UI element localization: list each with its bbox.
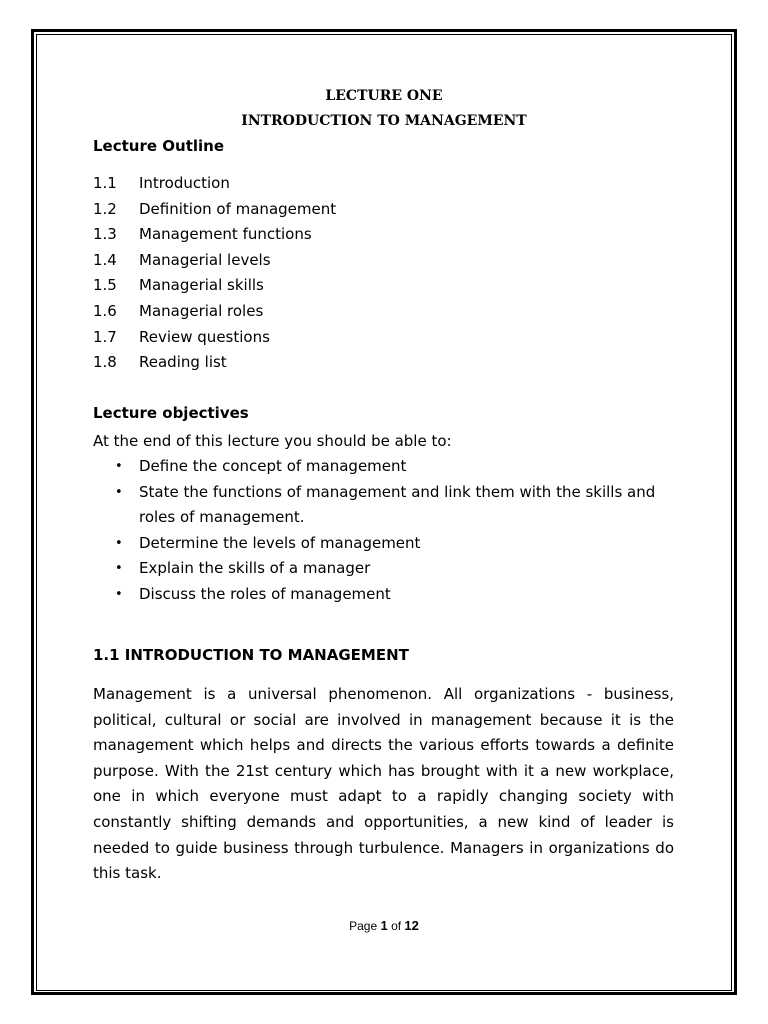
objective-text: Discuss the roles of management [139, 584, 391, 603]
outline-item-label: Introduction [139, 174, 230, 192]
outline-item [93, 326, 336, 352]
outline-item [93, 274, 336, 300]
outline-item-label: Review questions [139, 327, 270, 346]
objective-item [93, 556, 675, 582]
outline-item-number: 1.1 [93, 174, 117, 192]
total-pages-number: 12 [404, 918, 419, 933]
outline-item [93, 172, 336, 198]
objective-item [93, 582, 675, 608]
outline-heading: Lecture Outline [93, 137, 225, 155]
page-word: Page [349, 919, 378, 933]
objective-item [93, 531, 675, 557]
bullet-icon: • [115, 484, 123, 500]
lecture-title: LECTURE ONE [325, 88, 443, 104]
outline-item-label: Management functions [139, 225, 312, 244]
bullet-icon: • [115, 586, 123, 602]
outline-item [93, 223, 336, 249]
bullet-icon: • [115, 561, 123, 577]
of-word: of [391, 919, 402, 933]
outline-list [93, 172, 336, 377]
bullet-icon: • [115, 535, 123, 551]
current-page-number: 1 [380, 918, 388, 933]
outline-item-number: 1.6 [93, 301, 117, 320]
objectives-intro: At the end of this lecture you should be able to: [93, 432, 452, 450]
outline-item-label: Managerial levels [139, 250, 271, 269]
objective-item [93, 480, 675, 531]
outline-item [93, 351, 336, 377]
section-paragraph: Management is a universal phenomenon. All organizations - business, political, cultural or social are involved in management because it is the management which helps and directs the various efforts towards a definite purpose. With the 21st century which has brought with it a new workplace, one in which everyone must adapt to a rapidly changing society with constantly shifting demands and opportunities, a new kind of leader is needed to guide business through turbulence. Managers in organizations do this task. [93, 685, 674, 883]
lecture-subtitle: INTRODUCTION TO MANAGEMENT [241, 113, 527, 129]
objectives-list [93, 454, 675, 608]
outline-item-number: 1.2 [93, 199, 117, 218]
outline-item-number: 1.3 [93, 225, 117, 244]
bullet-icon: • [115, 459, 123, 474]
outline-item-number: 1.7 [93, 327, 117, 346]
outline-item-number: 1.5 [93, 276, 117, 295]
objectives-heading: Lecture objectives [93, 404, 249, 422]
objective-text: Explain the skills of a manager [139, 559, 371, 578]
outline-item-number: 1.8 [93, 353, 117, 372]
outline-item-label: Reading list [139, 353, 227, 372]
page-footer [0, 918, 768, 933]
objective-item [93, 454, 675, 480]
outline-item [93, 300, 336, 326]
objective-text: State the functions of management and link them with the skills and roles of management. [139, 482, 656, 527]
objective-text: Determine the levels of management [139, 533, 421, 552]
outline-item [93, 249, 336, 275]
section-heading: 1.1 INTRODUCTION TO MANAGEMENT [93, 646, 409, 664]
outline-item-label: Definition of management [139, 199, 337, 218]
outline-item [93, 198, 336, 224]
outline-item-number: 1.4 [93, 250, 117, 269]
outline-item-label: Managerial skills [139, 276, 264, 295]
outline-item-label: Managerial roles [139, 301, 264, 320]
objective-text: Define the concept of management [139, 457, 407, 475]
